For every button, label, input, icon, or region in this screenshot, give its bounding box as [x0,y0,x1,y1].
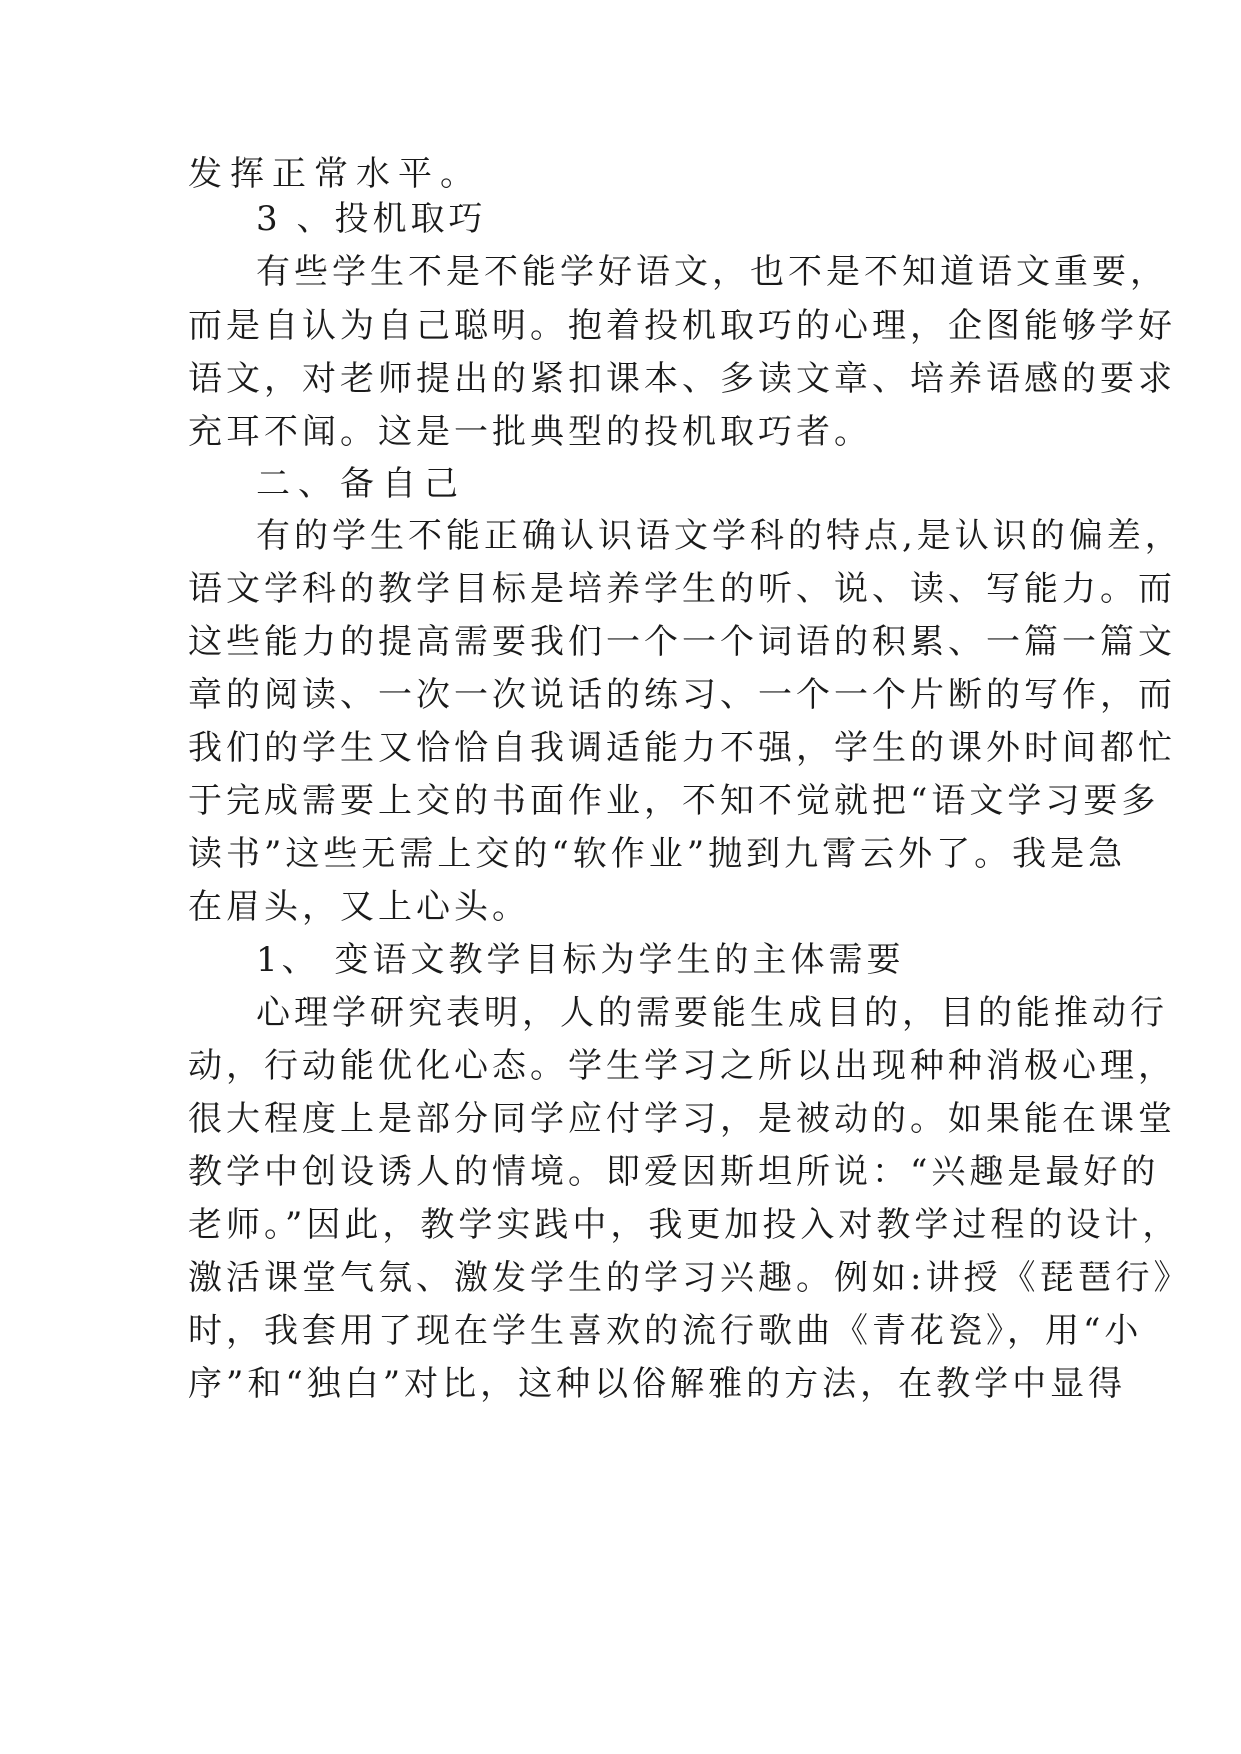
section-heading: 3 、投机取巧 [256,199,487,239]
text-line: 充耳不闻。这是一批典型的投机取巧者。 [188,412,872,452]
text-line: 很大程度上是部分同学应付学习，是被动的。如果能在课堂 [188,1099,1176,1139]
text-line: 老师。”因此，教学实践中，我更加投入对教学过程的设计， [188,1205,1181,1245]
text-line: 动，行动能优化心态。学生学习之所以出现种种消极心理， [188,1046,1176,1086]
text-line: 在眉头，又上心头。 [188,887,530,927]
text-line: 我们的学生又恰恰自我调适能力不强，学生的课外时间都忙 [188,728,1176,768]
text-line: 激活课堂气氛、激发学生的学习兴趣。例如:讲授《琵琶行》 [188,1258,1192,1298]
text-line: 章的阅读、一次一次说话的练习、一个一个片断的写作，而 [188,675,1176,715]
text-line: 语文学科的教学目标是培养学生的听、说、读、写能力。而 [188,569,1176,609]
text-line: 语文，对老师提出的紧扣课本、多读文章、培养语感的要求 [188,359,1176,399]
text-line: 读书”这些无需上交的“软作业”抛到九霄云外了。我是急 [188,834,1127,874]
section-heading: 1、 变语文教学目标为学生的主体需要 [256,940,905,980]
text-line: 序”和“独白”对比，这种以俗解雅的方法，在教学中显得 [188,1364,1127,1404]
section-heading: 二、备自己 [256,464,466,504]
text-line: 有些学生不是不能学好语文，也不是不知道语文重要， [256,252,1168,292]
text-line: 心理学研究表明，人的需要能生成目的，目的能推动行 [256,993,1168,1033]
text-line: 教学中创设诱人的情境。即爱因斯坦所说：“兴趣是最好的 [188,1152,1160,1192]
text-line: 于完成需要上交的书面作业，不知不觉就把“语文学习要多 [188,781,1160,821]
text-line: 这些能力的提高需要我们一个一个词语的积累、一篇一篇文 [188,622,1176,662]
text-line: 发挥正常水平。 [188,154,482,194]
text-line: 有的学生不能正确认识语文学科的特点,是认识的偏差， [256,516,1183,556]
text-line: 时，我套用了现在学生喜欢的流行歌曲《青花瓷》，用“小 [188,1311,1143,1351]
text-line: 而是自认为自己聪明。抱着投机取巧的心理，企图能够学好 [188,306,1176,346]
